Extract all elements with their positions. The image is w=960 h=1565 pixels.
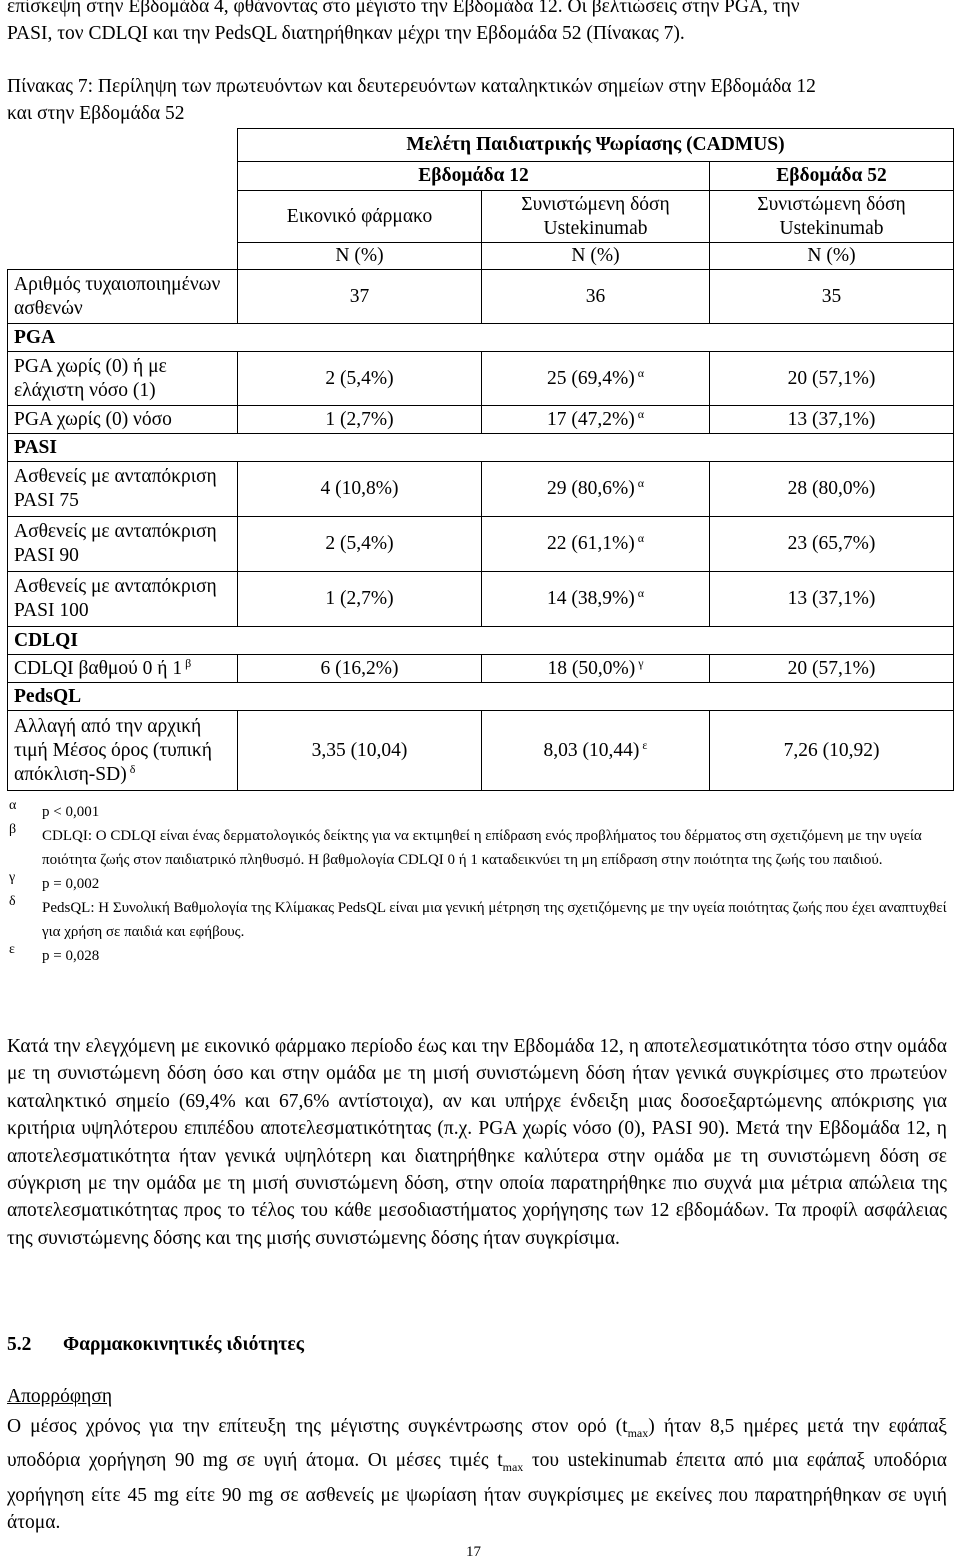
cell-week52: 13 (37,1%) [710,406,954,434]
table-row [8,517,954,572]
dose-header-w12: Συνιστώμενη δόση Ustekinumab [482,191,710,243]
efficacy-paragraph: Κατά την ελεγχόμενη με εικονικό φάρμακο περίοδο έως και την Εβδομάδα 12, η αποτελεσματικότητα τόσο στην ομάδα με τη συνιστώμενη δόση όσο και στην ομάδα με τη μισή συνιστώμενη δόση ήταν γενικά συγκρίσιμες στο πρωτεύον καταληκτικό σημείο (69,4% και 67,6% αντίστοιχα), αν και υπήρχε ένδειξη μιας δοσοεξαρτώμενης απόκρισης για κριτήρια υψηλότερου επιπέδου αποτελεσματικότητας (π.χ. PGA χωρίς νόσο (0), PASI 90). Μετά την Εβδομάδα 12, η αποτελεσματικότητα ήταν γενικά υψηλότερη και διατηρήθηκε καλύτερα στην ομάδα με τη συνιστώμενη δόση σε σύγκριση με την ομάδα με τη μισή συνιστώμενη δόση, στην οποία παρατηρήθηκε πιο συχνά μια μέτρια απώλεια της αποτελεσματικότητας προς το τέλος του κάθε μεσοδιαστήματος χορήγησης των 12 εβδομάδων. Τα προφίλ ασφάλειας της συνιστώμενης δόσης και της μισής συνιστώμενης δόσης ήταν συγκρίσιμα. [7,1036,947,1249]
footnote-mark: ε [642,737,648,752]
table-row [8,406,954,434]
footnote: ε p = 0,028 [7,944,953,968]
intro-text-line-2: PASI, τον CDLQI και την PedsQL διατηρήθηκαν μέχρι την Εβδομάδα 52 (Πίνακας 7). [7,23,685,44]
week12-header: Εβδομάδα 12 [238,162,710,191]
row-label: PGA χωρίς (0) νόσο [8,406,238,434]
npct-header: N (%) [710,243,954,270]
subsection-heading: Απορρόφηση [7,1386,113,1407]
cell-placebo: 37 [238,270,482,324]
table-row [8,352,954,406]
cell-week52: 28 (80,0%) [710,462,954,517]
section-label-pasi: PASI [8,434,954,462]
section-number: 5.2 [7,1334,32,1355]
row-label: Ασθενείς με ανταπόκριση PASI 100 [8,572,238,627]
footnote-mark: α [637,365,645,380]
footnote-mark: δ [129,761,136,776]
cell-week52: 35 [710,270,954,324]
row-label: Αλλαγή από την αρχική τιμή Μέσος όρος (τυπική απόκλιση-SD) $^\delta$ [8,711,238,791]
cell-week52: 20 (57,1%) [710,655,954,683]
cell-placebo: 3,35 (10,04) [238,711,482,791]
footnote-mark: α [637,476,645,490]
intro-text-line-1: επίσκεψη στην Εβδομάδα 4, φθάνοντας στο μέγιστο την Εβδομάδα 12. Οι βελτιώσεις στην PGA, την [7,0,800,17]
row-label: CDLQI βαθμού 0 ή 1 $^\beta$ [8,655,238,683]
dose-header-w52: Συνιστώμενη δόση Ustekinumab [710,191,954,243]
npct-header: N (%) [482,243,710,270]
section-label-pga: PGA [8,324,954,352]
footnote-mark: β [9,822,17,837]
cell-week12: 22 (61,1%) $^\alpha$ [482,517,710,572]
page-number: 17 [466,1544,481,1560]
footnote: α p < 0,001 [7,800,953,824]
table-row [8,572,954,627]
npct-header: N (%) [238,243,482,270]
table-caption-line-2: και στην Εβδομάδα 52 [7,103,185,124]
footnote: β CDLQI: Ο CDLQI είναι ένας δερματολογικός δείκτης για να εκτιμηθεί η επίδραση ενός προβλήματος του δέρματος στη σχετιζόμενη με την υγεία ποιότητα ζωής στον παιδιατρικό πληθυσμό. Η βαθμολογία CDLQI 0 ή 1 καταδεικνύει τη μη επίδραση στην ποιότητα της ζωής του παιδιού. [7,824,953,872]
cell-placebo: 1 (2,7%) [238,572,482,627]
footnote: γ p = 0,002 [7,872,953,896]
row-label: Αριθμός τυχαιοποιημένων ασθενών [8,270,238,324]
table-row [8,711,954,791]
table-footnotes [7,800,953,968]
cell-week12: 8,03 (10,44) $^\varepsilon$ [482,711,710,791]
section-title: Φαρμακοκινητικές ιδιότητες [63,1334,304,1355]
week52-header: Εβδομάδα 52 [710,162,954,191]
cell-week52: 7,26 (10,92) [710,711,954,791]
cell-week52: 23 (65,7%) [710,517,954,572]
footnote-mark: α [9,798,17,813]
row-label: Ασθενείς με ανταπόκριση PASI 75 [8,462,238,517]
cell-week12: 29 (80,6%) $^\alpha$ [482,462,710,517]
cell-placebo: 2 (5,4%) [238,352,482,406]
cell-week12: 18 (50,0%) $^\gamma$ [482,655,710,683]
results-table [7,128,954,791]
study-title: Μελέτη Παιδιατρικής Ψωρίασης (CADMUS) [238,129,954,162]
footnote-mark: α [637,406,645,421]
footnote-mark: α [637,531,645,545]
cell-placebo: 1 (2,7%) [238,406,482,434]
absorption-paragraph: Ο μέσος χρόνος για την επίτευξη της μέγιστης συγκέντρωσης στον ορό $(t_{max})$ ήταν 8,5 ημέρες μετά την εφάπαξ υποδόρια χορήγηση 90 mg σε υγιή άτομα. Οι μέσες τιμές $t_{max}$ του ustekinumab έπειτα από μια εφάπαξ υποδόρια χορήγηση είτε 45 mg είτε 90 mg σε ασθενείς με ψωρίαση ήταν συγκρίσιμες με εκείνες που παρατηρήθηκαν σε υγιή άτομα. [7,1416,947,1534]
footnote-mark: δ [9,894,16,909]
cell-week12: 36 [482,270,710,324]
cell-week12: 25 (69,4%) $^\alpha$ [482,352,710,406]
cell-placebo: 6 (16,2%) [238,655,482,683]
cell-week12: 17 (47,2%) $^\alpha$ [482,406,710,434]
footnote-mark: γ [9,870,16,885]
cell-week52: 13 (37,1%) [710,572,954,627]
footnote-mark: ε [9,942,15,957]
section-label-cdlqi: CDLQI [8,627,954,655]
table-caption-line-1: Πίνακας 7: Περίληψη των πρωτευόντων και δευτερευόντων καταληκτικών σημείων στην Εβδομάδα 12 [7,76,816,97]
footnote: δ PedsQL: Η Συνολική Βαθμολογία της Κλίμακας PedsQL είναι μια γενική μέτρηση της σχετιζόμενης με την υγεία ποιότητας ζωής που έχει αναπτυχθεί για χρήση σε παιδιά και εφήβους. [7,896,953,944]
table-row [8,655,954,683]
section-label-pedsql: PedsQL [8,683,954,711]
footnote-mark: γ [638,655,644,670]
cell-placebo: 2 (5,4%) [238,517,482,572]
row-label: Ασθενείς με ανταπόκριση PASI 90 [8,517,238,572]
cell-placebo: 4 (10,8%) [238,462,482,517]
table-row [8,462,954,517]
placebo-header: Εικονικό φάρμακο [238,191,482,243]
footnote-mark: β [185,655,192,670]
section-heading [7,1334,304,1356]
cell-week52: 20 (57,1%) [710,352,954,406]
footnote-mark: α [637,586,645,600]
row-label: PGA χωρίς (0) ή με ελάχιστη νόσο (1) [8,352,238,406]
cell-week12: 14 (38,9%) $^\alpha$ [482,572,710,627]
table-row [8,270,954,324]
